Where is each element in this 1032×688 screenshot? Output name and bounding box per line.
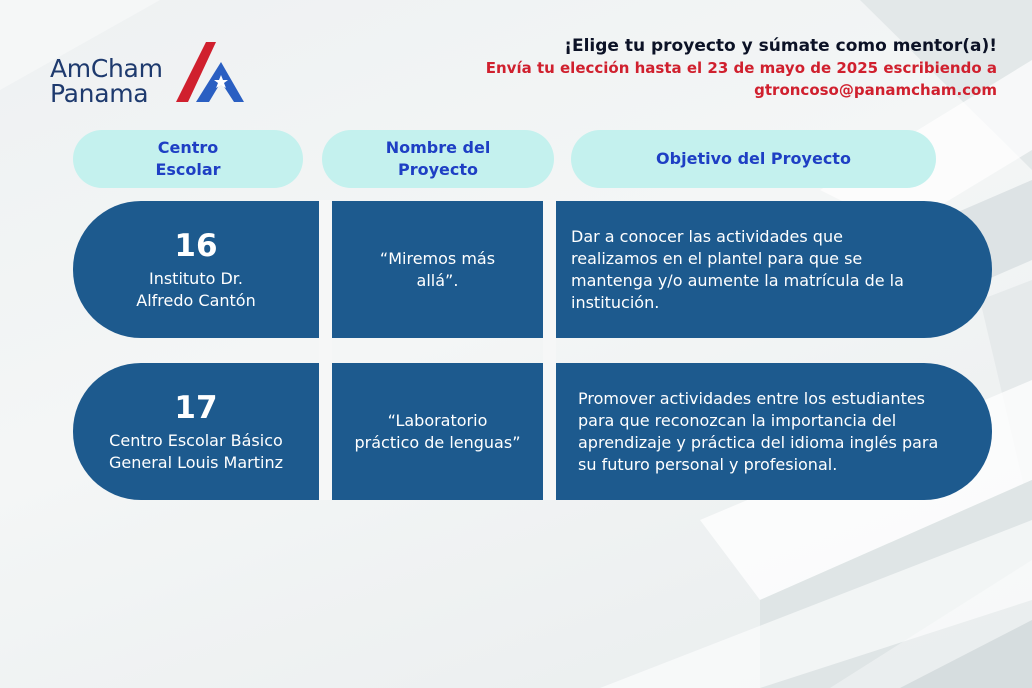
logo-star-mark-icon [176, 40, 246, 104]
school-number: 16 [174, 227, 218, 264]
logo-wordmark: AmCham Panama [50, 54, 163, 108]
header-objective: Objetivo del Proyecto [571, 130, 936, 188]
cta-deadline: Envía tu elección hasta el 23 de mayo de 2025 escribiendo a [485, 59, 997, 77]
table-row-17-school [73, 363, 319, 500]
column-divider [543, 200, 556, 500]
school-number: 17 [174, 389, 218, 426]
column-divider [319, 200, 332, 500]
school-name: Centro Escolar Básico General Louis Martinz [108, 430, 283, 472]
amcham-logo [50, 40, 250, 110]
header-school: Centro Escolar [73, 130, 303, 188]
header-project: Nombre del Proyecto [322, 130, 554, 188]
school-name: Instituto Dr. Alfredo Cantón [136, 268, 256, 310]
table-row-17-objective: Promover actividades entre los estudiantes para que reconozcan la importancia del aprendizaje y práctica del idioma inglés para su futuro personal y profesional. [556, 363, 992, 500]
table-row-16-project: “Miremos más allá”. [332, 201, 543, 338]
table-row-16-school [73, 201, 319, 338]
table-row-17-project: “Laboratorio práctico de lenguas” [332, 363, 543, 500]
table-row-16-objective: Dar a conocer las actividades que realizamos en el plantel para que se mantenga y/o aumente la matrícula de la institución. [556, 201, 992, 338]
cta-headline: ¡Elige tu proyecto y súmate como mentor(a)! [564, 36, 997, 56]
call-to-action [486, 35, 997, 101]
cta-email-link[interactable]: gtroncoso@panamcham.com [754, 81, 997, 99]
